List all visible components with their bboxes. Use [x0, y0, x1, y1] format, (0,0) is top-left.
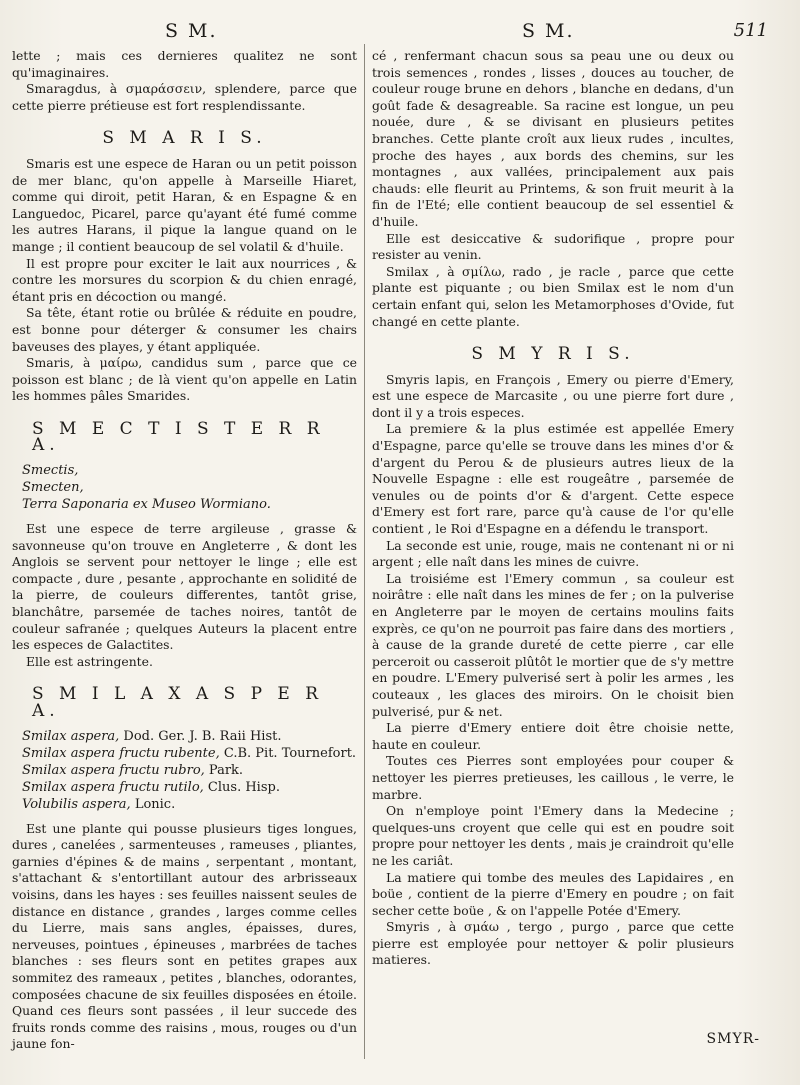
right-column	[372, 48, 734, 969]
paragraph: Elle est astringente.	[26, 653, 153, 669]
paragraph: Toutes ces Pierres sont employées pour couper & nettoyer les pierres pretieuses, les caillous , le verre, le marbre.	[372, 753, 734, 802]
synonym-authority: Clus. Hisp.	[203, 779, 280, 795]
paragraph: Smaragdus, à σμαράσσειν, splendere, parce que cette pierre prétieuse est fort resplendissante.	[12, 81, 357, 113]
running-head-right: S M.	[522, 20, 575, 42]
catchword: SMYR-	[706, 1031, 760, 1047]
heading-smaris: S M A R I S.	[102, 128, 267, 149]
synonym-authority: Dod. Ger. J. B. Raii Hist.	[119, 728, 282, 744]
heading-smyris: S M Y R I S.	[471, 344, 635, 365]
paragraph: Est une espece de terre argileuse , grasse & savonneuse qu'on trouve en Angleterre , & dont les Anglois se servent pour nettoyer le linge ; elle est compacte , dure , pesante , approchante en solidité de la pierre, de couleurs differentes, tantôt grise, blanchâtre, parsemée de taches noires, tantôt de couleur safranée ; quelques Auteurs la placent entre les especes de Galactites.	[12, 521, 357, 653]
synonym	[22, 779, 357, 796]
heading-smectis-terra: S M E C T I S T E R R A.	[32, 418, 325, 456]
paragraph: Sa tête, étant rotie ou brûlée & réduite en poudre, est bonne pour déterger & consumer les chairs baveuses des playes, y étant appliquée.	[12, 305, 357, 354]
paragraph: La matiere qui tombe des meules des Lapidaires , en boüe , contient de la pierre d'Emery en poudre ; on fait secher cette boüe , & on l'appelle Potée d'Emery.	[372, 869, 734, 918]
synonym-latin: Volubilis aspera,	[22, 796, 131, 812]
paragraph: Il est propre pour exciter le lait aux nourrices , & contre les morsures du scorpion & du chien enragé, étant pris en décoction ou mangé.	[12, 255, 357, 304]
paragraph: cé , renfermant chacun sous sa peau une ou deux ou trois semences , rondes , lisses , douces au toucher, de couleur rouge brune en dehors , blanche en dedans, d'un goût fade & desagreable. Sa racine est longue, un peu nouée, dure , & se divisant en plusieurs petites branches. Cette plante croît aux lieux rudes , incultes, proche des hayes , aux bords des chemins, sur les montagnes , aux vallées, principalement aux pais chauds: elle fleurit au Printems, & son fruit meurit à la fin de l'Eté; elle contient beaucoup de sel essentiel & d'huile.	[372, 48, 734, 229]
synonym: Smectis,	[22, 463, 79, 479]
synonym-authority: Lonic.	[130, 796, 176, 812]
synonym-authority: Park.	[204, 762, 244, 778]
synonym-latin: Smilax aspera fructu rubente,	[22, 745, 220, 761]
paragraph: Elle est desiccative & sudorifique , propre pour resister au venin.	[372, 230, 734, 263]
synonym-latin: Smilax aspera fructu rubro,	[22, 762, 205, 778]
synonym-latin: Smilax aspera,	[22, 728, 120, 744]
paragraph: Smaris, à μαίρω, candidus sum , parce que ce poisson est blanc ; de là vient qu'on appelle en Latin les hommes pâles Smarides.	[12, 355, 357, 404]
page-number: 511	[733, 20, 768, 41]
column-divider	[364, 44, 365, 1059]
synonym	[22, 745, 357, 762]
paragraph: Smyris , à σμάω , tergo , purgo , parce que cette pierre est employée pour nettoyer & polir plusieurs matieres.	[372, 919, 734, 968]
paragraph: On n'employe point l'Emery dans la Medecine ; quelques-uns croyent que celle qui est en poudre soit propre pour nettoyer les dents , mais je craindroit qu'elle ne les cariât.	[372, 803, 734, 868]
paragraph: Smaris est une espece de Haran ou un petit poisson de mer blanc, qu'on appelle à Marseille Hiaret, comme qui diroit, petit Haran, & en Espagne & en Languedoc, Picarel, parce qu'ayant été fumé comme les autres Harans, il pique la langue quand on le mange ; il contient beaucoup de sel volatil & d'huile.	[12, 155, 357, 254]
paragraph: Est une plante qui pousse plusieurs tiges longues, dures , canelées , sarmenteuses , rameuses , pliantes, garnies d'épines & de mains , serpentant , montant, s'attachant & s'entortillant autour des arbrisseaux voisins, dans les hayes : ses feuilles naissent seules de distance en distance , grandes , larges comme celles du Lierre, mais sans angles, épaisses, dures, nerveuses, pointues , épineuses , marbrées de taches blanches : ses fleurs sont en petites grapes aux sommitez des rameaux , petites , blanches, odorantes, composées chacune de six feuilles disposées en étoile. Quand ces fleurs sont passées , il leur succede des fruits ronds comme des raisins , mous, rouges ou d'un jaune fon-	[12, 820, 357, 1052]
synonym: Terra Saponaria ex Museo Wormiano.	[22, 497, 271, 513]
paragraph: Smyris lapis, en François , Emery ou pierre d'Emery, est une espece de Marcasite , ou une pierre fort dure , dont il y a trois especes.	[372, 371, 734, 420]
paragraph: La troisiéme est l'Emery commun , sa couleur est noirâtre : elle naît dans les mines de fer ; on la pulverise en Angleterre par le moyen de certains moulins faits exprès, ce qu'on ne pourroit pas faire dans des mortiers , à cause de la grande dureté de cette pierre , car elle perceroit ou casseroit plûtôt le mortier que de s'y mettre en poudre. L'Emery pulverisé sert à polir les armes , les couteaux , les glaces des miroirs. On le choisit bien pulverisé, pur & net.	[372, 570, 734, 719]
paragraph: Smilax , à σμίλω, rado , je racle , parce que cette plante est piquante ; ou bien Smilax est le nom d'un certain enfant qui, selon les Metamorphoses d'Ovide, fut changé en cette plante.	[372, 263, 734, 329]
paragraph: La premiere & la plus estimée est appellée Emery d'Espagne, parce qu'elle se trouve dans les mines d'or & d'argent du Perou & de plusieurs autres lieux de la Nouvelle Espagne : elle est rougeâtre , parsemée de venules ou de points d'or & d'argent. Cette espece d'Emery est fort rare, parce qu'à cause de l'or qu'elle contient , le Roi d'Espagne en a défendu le transport.	[372, 421, 734, 537]
synonym	[22, 762, 357, 779]
running-head-left: S M.	[165, 20, 218, 42]
paragraph: La seconde est unie, rouge, mais ne contenant ni or ni argent ; elle naît dans les mines de cuivre.	[372, 537, 734, 570]
heading-smilax-aspera: S M I L A X A S P E R A.	[32, 684, 324, 721]
synonym	[22, 728, 357, 745]
synonym-authority: C.B. Pit. Tournefort.	[219, 745, 357, 761]
synonym	[22, 796, 357, 813]
synonym-latin: Smilax aspera fructu rutilo,	[22, 779, 204, 795]
synonym: Smecten,	[22, 480, 84, 496]
paragraph: lette ; mais ces dernieres qualitez ne sont qu'imaginaires.	[12, 48, 357, 80]
paragraph: La pierre d'Emery entiere doit être choisie nette, haute en couleur.	[372, 720, 734, 752]
left-column	[12, 48, 357, 1053]
